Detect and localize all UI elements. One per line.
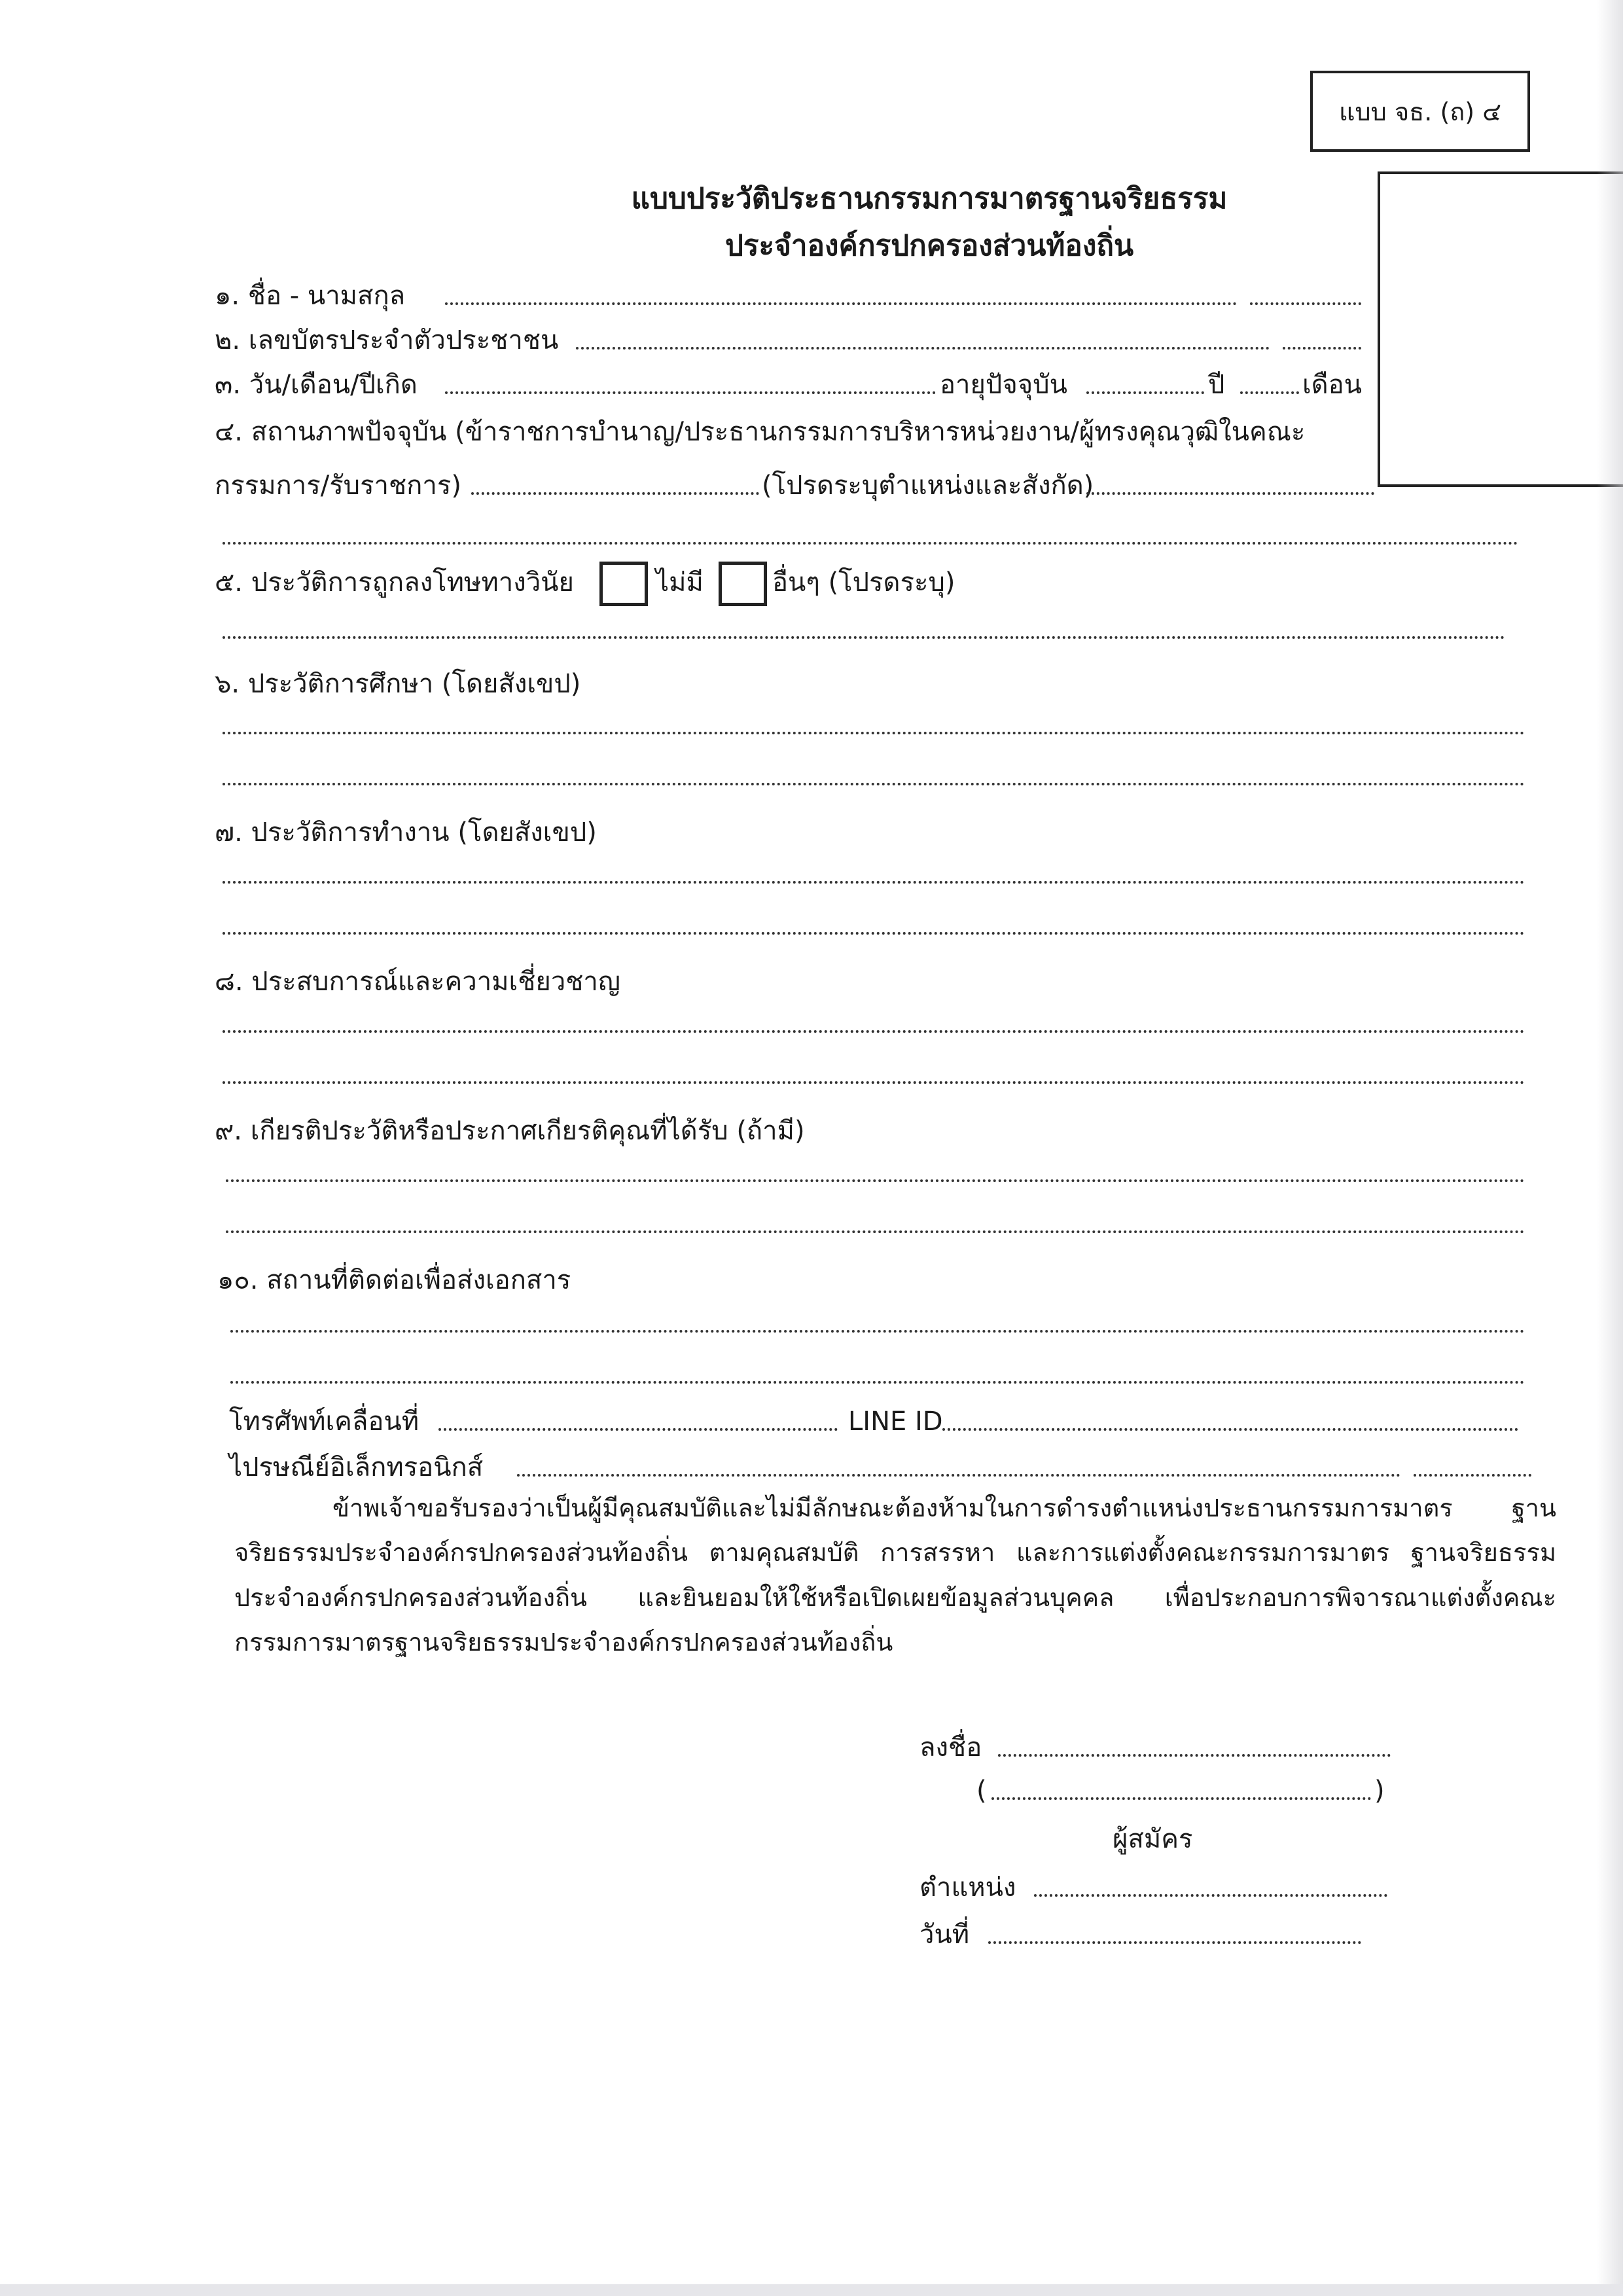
month-label: เดือน [1302, 370, 1363, 400]
status-input-line-2[interactable] [223, 542, 1518, 545]
field-2-label: ๒. เลขบัตรประจำตัวประชาชน [215, 325, 559, 355]
field-9-label: ๙. เกียรติประวัติหรือประกาศเกียรติคุณที่ได้รับ (ถ้ามี) [215, 1116, 805, 1146]
field-6-label: ๖. ประวัติการศึกษา (โดยสังเขป) [215, 669, 581, 699]
field-3-label: ๓. วัน/เดือน/ปีเกิด [215, 370, 418, 400]
field-4-label-line2: กรรมการ/รับราชการ) [215, 471, 461, 501]
form-code: แบบ จธ. (ถ) ๔ [1339, 97, 1501, 126]
experience-input-line-1[interactable] [223, 1030, 1525, 1033]
position-label: ตำแหน่ง [919, 1873, 1016, 1903]
birthdate-input-line[interactable] [445, 391, 936, 394]
year-label: ปี [1208, 370, 1225, 400]
scan-bottom-edge [0, 2284, 1623, 2296]
other-discipline-checkbox[interactable] [719, 562, 767, 606]
photo-box [1378, 171, 1623, 487]
id-input-line-2[interactable] [1283, 347, 1361, 350]
scan-edge-shadow [1597, 0, 1623, 2296]
field-4-label: ๔. สถานภาพปัจจุบัน (ข้าราชการบำนาญ/ประธานกรรมการบริหารหน่วยงาน/ผู้ทรงคุณวุฒิในคณะ [215, 417, 1306, 447]
field-7-label: ๗. ประวัติการทำงาน (โดยสังเขป) [215, 817, 597, 848]
id-input-line[interactable] [576, 347, 1270, 350]
form-title-line1: แบบประวัติประธานกรรมการมาตรฐานจริยธรรม [631, 182, 1228, 215]
experience-input-line-2[interactable] [223, 1081, 1525, 1084]
email-input-line-2[interactable] [1414, 1474, 1531, 1477]
honors-input-line-1[interactable] [226, 1179, 1525, 1182]
field-10-label: ๑๐. สถานที่ติดต่อเพื่อส่งเอกสาร [217, 1265, 571, 1295]
age-years-input-line[interactable] [1086, 391, 1204, 394]
name-input-line[interactable] [445, 302, 1237, 305]
paren-close: ) [1374, 1776, 1385, 1806]
email-label: ไปรษณีย์อิเล็กทรอนิกส์ [229, 1452, 484, 1482]
honors-input-line-2[interactable] [226, 1230, 1525, 1233]
no-discipline-label: ไม่มี [656, 567, 704, 598]
address-input-line-2[interactable] [230, 1381, 1525, 1384]
field-5-label: ๕. ประวัติการถูกลงโทษทางวินัย [215, 567, 574, 598]
education-input-line-1[interactable] [223, 732, 1525, 734]
declaration-paragraph: ข้าพเจ้าขอรับรองว่าเป็นผู้มีคุณสมบัติและไม่มีลักษณะต้องห้ามในการดำรงตำแหน่งประธานกรรมการมาตร ฐานจริยธรรมประจำองค์กรปกครองส่วนท้องถิ่น ตามคุณสมบัติ การสรรหา และการแต่งตั้งคณะกรรมการมาตร ฐานจริยธรรมประจำองค์กรปกครองส่วนท้องถิ่น และยินยอมให้ใช้หรือเปิดเผยข้อมูลส่วนบุคคล เพื่อประกอบการพิจารณาแต่งตั้งคณะกรรมการมาตรฐานจริยธรรมประจำองค์กรปกครองส่วนท้องถิ่น [234, 1494, 1556, 1657]
sign-label: ลงชื่อ [919, 1732, 982, 1763]
field-8-label: ๘. ประสบการณ์และความเชี่ยวชาญ [215, 967, 620, 997]
phone-input-line[interactable] [438, 1428, 838, 1431]
position-signature-input-line[interactable] [1034, 1894, 1387, 1897]
address-input-line-1[interactable] [230, 1330, 1525, 1333]
line-id-input-line[interactable] [942, 1428, 1518, 1431]
date-input-line[interactable] [988, 1941, 1361, 1944]
name-input-line-2[interactable] [1250, 302, 1361, 305]
age-label: อายุปัจจุบัน [940, 370, 1067, 400]
email-input-line[interactable] [517, 1474, 1400, 1477]
work-input-line-1[interactable] [223, 881, 1525, 884]
work-input-line-2[interactable] [223, 932, 1525, 935]
phone-label: โทรศัพท์เคลื่อนที่ [229, 1407, 419, 1437]
age-months-input-line[interactable] [1240, 391, 1299, 394]
field-1-label: ๑. ชื่อ - นามสกุล [215, 281, 406, 311]
position-input-line[interactable] [1086, 492, 1374, 495]
line-id-label: LINE ID [848, 1407, 943, 1437]
other-discipline-label: อื่นๆ (โปรดระบุ) [772, 567, 955, 598]
date-label: วันที่ [919, 1920, 970, 1950]
paren-open: ( [976, 1776, 987, 1806]
form-code-box [1310, 71, 1530, 152]
discipline-input-line[interactable] [223, 636, 1505, 639]
field-4-specify: (โปรดระบุตำแหน่งและสังกัด) [762, 471, 1094, 501]
status-input-line[interactable] [471, 492, 759, 495]
signature-input-line[interactable] [998, 1754, 1391, 1757]
form-title-line2: ประจำองค์กรปกครองส่วนท้องถิ่น [724, 229, 1134, 262]
no-discipline-checkbox[interactable] [599, 562, 648, 606]
applicant-label: ผู้สมัคร [1113, 1824, 1193, 1854]
printed-name-input-line[interactable] [991, 1797, 1371, 1800]
education-input-line-2[interactable] [223, 783, 1525, 785]
